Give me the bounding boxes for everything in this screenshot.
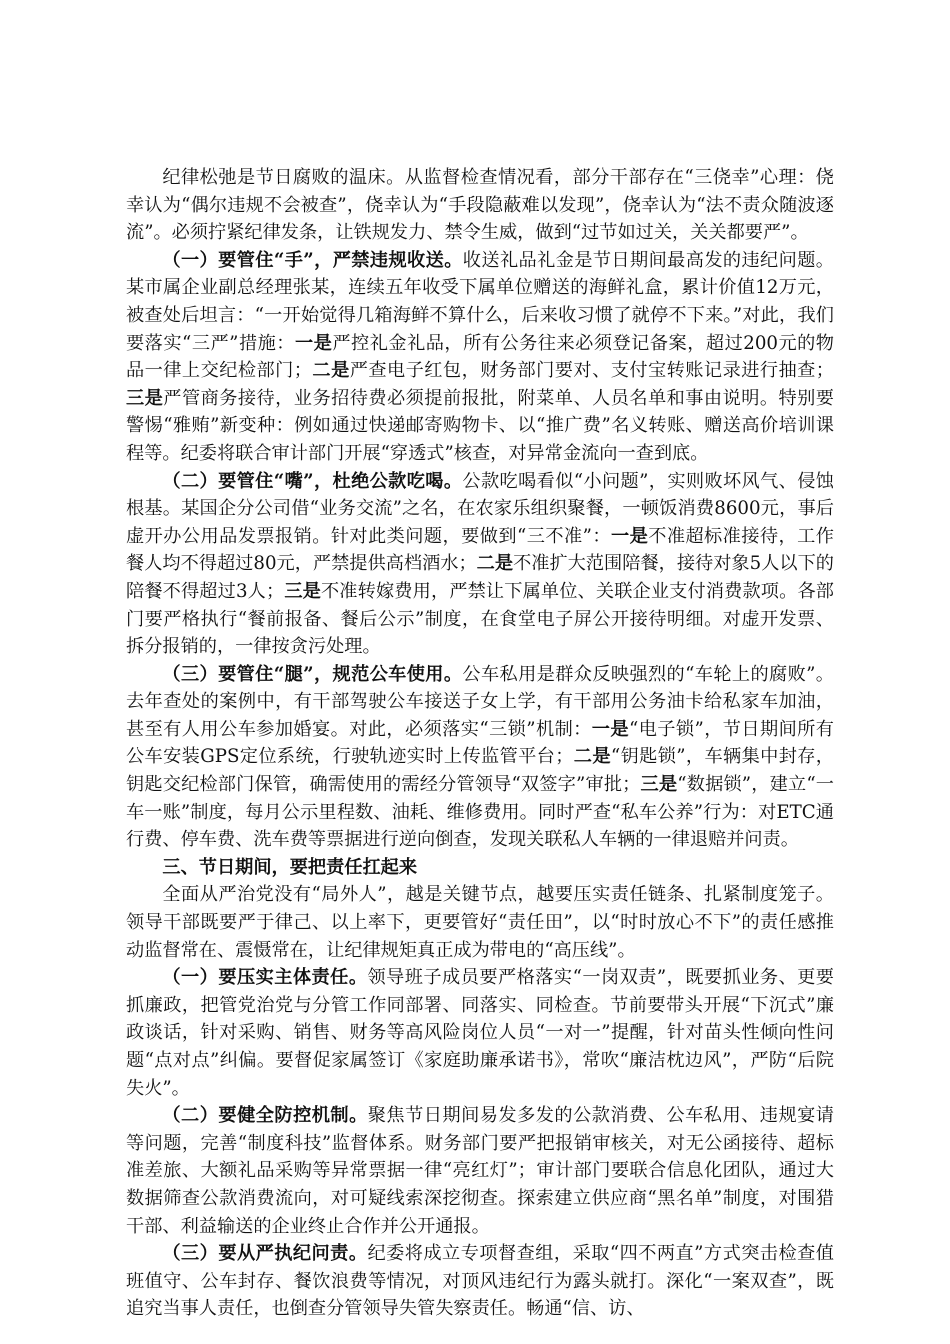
- paragraph-text: 不准转嫁费用，严禁让下属单位、关联企业支付消费款项。各部门要严格执行“餐前报备、餐后公示”制度，在食堂电子屏公开接待明细。对虚开发票、拆分报销的，一律按贪污处理。: [126, 580, 834, 658]
- enumeration-marker: 一是: [295, 332, 333, 354]
- paragraph-text: 公款吃喝看似“小问题”，实则败坏风气、侵蚀根基。某国企分公司借“业务交流”之名，在农家乐组织聚餐，一顿饭消费8600元，事后虚开办公用品发票报销。针对此类问题，要做到“三不准”：: [126, 470, 834, 547]
- paragraph: [126, 164, 834, 247]
- paragraph: [126, 1240, 834, 1323]
- paragraph-text: 严控礼金礼品，所有公务往来必须登记备案，超过200元的物品一律上交纪检部门；: [126, 332, 834, 382]
- subsection-title: （一）要压实主体责任。: [162, 967, 368, 989]
- paragraph-text: 全面从严治党没有“局外人”，越是关键节点，越要压实责任链条、扎紧制度笼子。领导干部既要严于律己、以上率下，更要管好“责任田”，以“时时放心不下”的责任感推动监督常在、震慑常在，让纪律规矩真正成为带电的“高压线”。: [126, 884, 834, 961]
- subsection-title: （三）要从严执纪问责。: [162, 1243, 368, 1265]
- paragraph-text: 领导班子成员要严格落实“一岗双责”，既要抓业务、更要抓廉政，把管党治党与分管工作同部署、同落实、同检查。节前要带头开展“下沉式”廉政谈话，针对采购、销售、财务等高风险岗位人员“一对一”提醒，针对苗头性倾向性问题“点对点”纠偏。要督促家属签订《家庭助廉承诺书》，常吹“廉洁枕边风”，严防“后院失火”。: [126, 967, 834, 1099]
- paragraph-text: “电子锁”，节日期间所有公车安装GPS定位系统，行驶轨迹实时上传监管平台；: [126, 718, 834, 768]
- enumeration-marker: 三是: [640, 774, 678, 796]
- paragraph: [126, 1102, 834, 1240]
- paragraph-text: 聚焦节日期间易发多发的公款消费、公车私用、违规宴请等问题，完善“制度科技”监督体系。财务部门要严把报销审核关，对无公函接待、超标准差旅、大额礼品采购等异常票据一律“亮红灯”；审计部门要联合信息化团队，通过大数据筛查公款消费流向，对可疑线索深挖彻查。探索建立供应商“黑名单”制度，对围猎干部、利益输送的企业终止合作并公开通报。: [126, 1105, 834, 1237]
- paragraph: [126, 964, 834, 1102]
- paragraph-text: 严管商务接待，业务招待费必须提前报批，附菜单、人员名单和事由说明。特别要警惕“雅贿”新变种：例如通过快递邮寄购物卡、以“推广费”名义转账、赠送高价培训课程等。纪委将联合审计部门开展“穿透式”核查，对异常金流向一查到底。: [126, 387, 834, 464]
- paragraph-text: 不准超标准接待，工作餐人均不得超过80元，严禁提供高档酒水；: [126, 525, 834, 575]
- paragraph-text: 收送礼品礼金是节日期间最高发的违纪问题。某市属企业副总经理张某，连续五年收受下属单位赠送的海鲜礼盒，累计价值12万元，被查处后坦言：“一开始觉得几箱海鲜不算什么，后来收习惯了就停不下来。”对此，我们要落实“三严”措施：: [126, 249, 834, 354]
- enumeration-marker: 二是: [573, 746, 611, 768]
- paragraph-text: 三、节日期间，要把责任扛起来: [162, 856, 418, 878]
- enumeration-marker: 二是: [476, 553, 514, 575]
- paragraph: [126, 661, 834, 854]
- paragraph-text: 公车私用是群众反映强烈的“车轮上的腐败”。去年查处的案例中，有干部驾驶公车接送子女上学，有干部用公务油卡给私家车加油，甚至有人用公车参加婚宴。对此，必须落实“三锁”机制：: [126, 663, 834, 740]
- subsection-title: （二）要健全防控机制。: [162, 1105, 368, 1127]
- enumeration-marker: 一是: [610, 525, 649, 547]
- paragraph-text: “钥匙锁”，车辆集中封存，钥匙交纪检部门保管，确需使用的需经分管领导“双签字”审批；: [126, 746, 834, 796]
- paragraph: [126, 881, 834, 964]
- paragraph-text: 纪委将成立专项督查组，采取“四不两直”方式突击检查值班值守、公车封存、餐饮浪费等情况，对顶风违纪行为露头就打。深化“一案双查”，既追究当事人责任，也倒查分管领导失管失察责任。畅通“信、访、: [126, 1243, 834, 1320]
- paragraph-text: “数据锁”，建立“一车一账”制度，每月公示里程数、油耗、维修费用。同时严查“私车公养”行为：对ETC通行费、停车费、洗车费等票据进行逆向倒查，发现关联私人车辆的一律退赔并问责。: [126, 774, 834, 851]
- subsection-title: （一）要管住“手”，严禁违规收送。: [162, 249, 463, 271]
- paragraph: [126, 247, 834, 468]
- enumeration-marker: 二是: [311, 360, 350, 382]
- paragraph-text: 纪律松弛是节日腐败的温床。从监督检查情况看，部分干部存在“三侥幸”心理：侥幸认为“偶尔违规不会被查”，侥幸认为“手段隐蔽难以发现”，侥幸认为“法不责众随波逐流”。必须拧紧纪律发条，让铁规发力、禁令生威，做到“过节如过关，关关都要严”。: [126, 167, 834, 244]
- paragraph-text: 严查电子红包，财务部门要对、支付宝转账记录进行抽查；: [349, 360, 834, 382]
- enumeration-marker: 三是: [126, 387, 164, 409]
- subsection-title: （二）要管住“嘴”，杜绝公款吃喝。: [162, 470, 463, 492]
- subsection-title: （三）要管住“腿”，规范公车使用。: [162, 663, 463, 685]
- section-heading: [126, 854, 834, 882]
- enumeration-marker: 三是: [284, 580, 321, 602]
- paragraph-text: 不准扩大范围陪餐，接待对象5人以下的陪餐不得超过3人；: [126, 553, 834, 602]
- paragraph: [126, 468, 834, 661]
- enumeration-marker: 一是: [591, 718, 629, 740]
- document-body: [126, 164, 834, 1323]
